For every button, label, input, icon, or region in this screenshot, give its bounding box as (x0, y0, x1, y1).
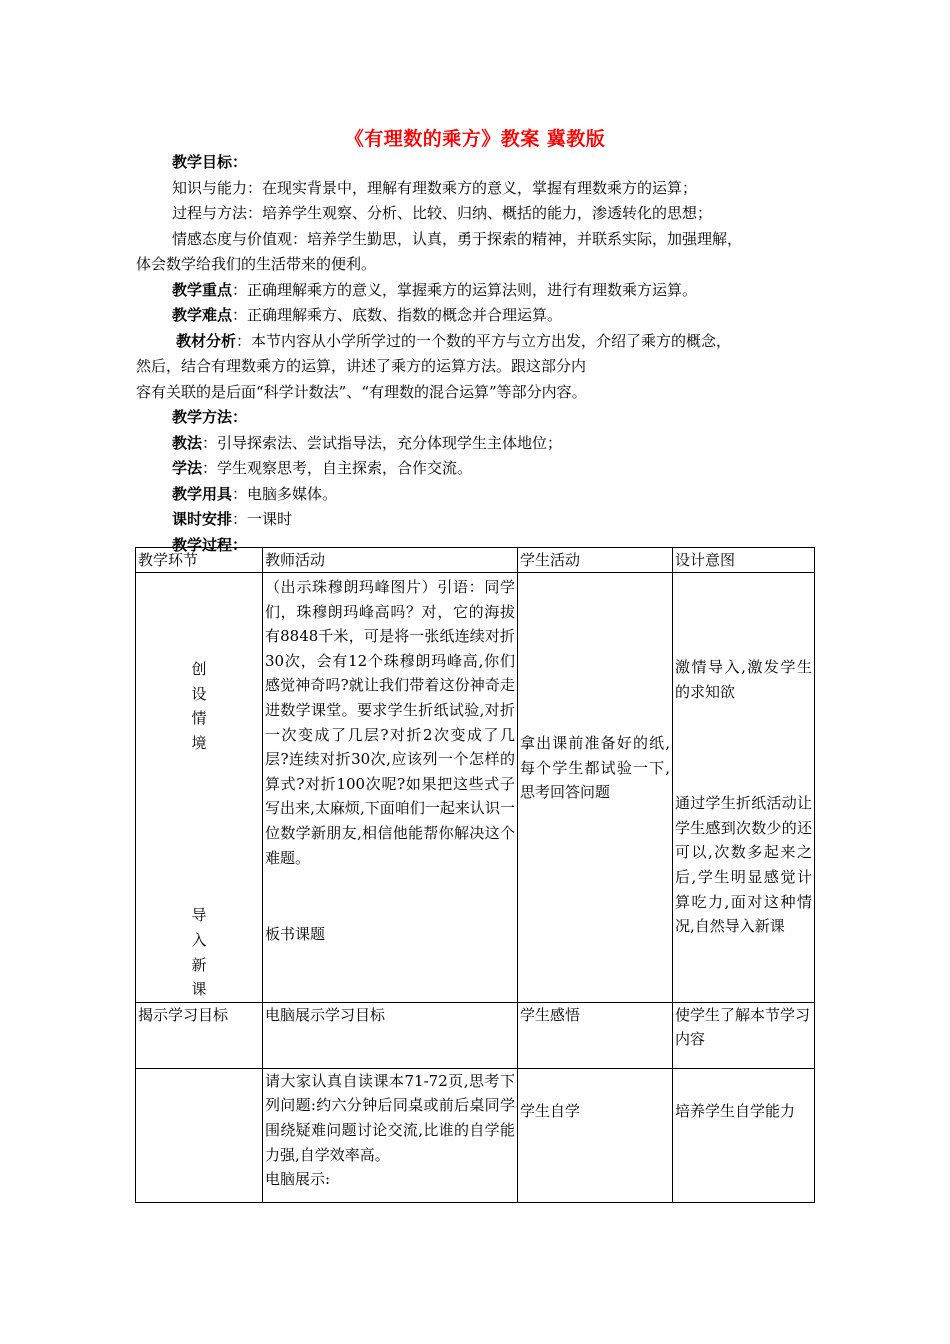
teacher-activity-self-study-text: 请大家认真自读课本71-72页,思考下列问题:约六分钟后同桌或前后桌同学围绕疑难问题讨论交流,比谁的自学能力强,自学效率高。 (265, 1071, 515, 1164)
table-row-intro (136, 573, 815, 1003)
difficulty (136, 303, 816, 329)
table-row-objectives (136, 1002, 815, 1068)
design-intent-self-study (673, 1068, 815, 1202)
teacher-activity-computer-display: 电脑展示: (265, 1170, 331, 1189)
stage-introduce-new-lesson (138, 755, 260, 1001)
header-design-intent: 设计意图 (673, 548, 815, 573)
student-activity-self-study-text: 学生自学 (520, 1101, 581, 1120)
analysis-line3: 容有关联的是后面“科学计数法”、“有理数的混合运算”等部分内容。 (136, 382, 587, 401)
teaching-method-label: 教法 (172, 433, 203, 452)
stage-char: 创 (191, 660, 207, 678)
teacher-activity-board-title: 板书课题 (265, 925, 326, 944)
key-point (136, 278, 816, 304)
schedule-text: ：一课时 (232, 510, 293, 528)
teaching-method-text: ：引导探索法、尝试指导法，充分体现学生主体地位； (202, 433, 563, 452)
student-activity-objectives: 学生感悟 (518, 1002, 673, 1068)
student-activity-self-study (518, 1068, 673, 1202)
design-intent-intro-2: 通过学生折纸活动让学生感到次数少的还可以,次数多起来之后,学生明显感觉计算吃力,面对这种情况,自然导入新课 (675, 794, 812, 936)
analysis (136, 329, 816, 355)
student-activity-intro (518, 573, 673, 1003)
analysis-label: 教材分析 (176, 331, 237, 350)
objective-emotion-line1: 情感态度与价值观：培养学生勤思，认真，勇于探索的精神，并联系实际，加强理解， (172, 229, 743, 248)
table-header-row (136, 548, 815, 573)
document-title: 《有理数的乘方》教案 冀教版 (344, 128, 606, 150)
learning-method-text: ：学生观察思考，自主探索，合作交流。 (202, 459, 473, 477)
teacher-activity-intro-text: （出示珠穆朗玛峰图片）引语：同学们，珠穆朗玛峰高吗？对，它的海拔有8848千米，可是将一张纸连续对折30次，会有12个珠穆朗玛峰高,你们感觉神奇吗?就让我们带着这份神奇走进数学课堂。要求学生折纸试验,对折一次变成了几层?对折2次变成了几层?连续对折30次,应该列一个怎样的算式?对折100次呢?如果把这些式子写出来,太麻烦,下面咱们一起来认识一位数学新朋友,相信他能帮你解决这个难题。 (265, 578, 515, 867)
tools-text: ：电脑多媒体。 (232, 484, 338, 503)
methods-heading: 教学方法： (172, 408, 248, 426)
header-student-activity: 学生活动 (518, 548, 673, 573)
difficulty-text: ：正确理解乘方、底数、指数的概念并合理运算。 (232, 306, 563, 324)
stage-char: 设 (191, 684, 207, 703)
design-intent-objectives: 使学生了解本节学习内容 (673, 1002, 815, 1068)
teacher-activity-objectives: 电脑展示学习目标 (263, 1002, 518, 1068)
stage-self-study (136, 1068, 263, 1202)
design-intent-self-study-text: 培养学生自学能力 (675, 1101, 796, 1120)
teacher-activity-self-study (263, 1068, 518, 1202)
learning-method-label: 学法 (172, 459, 203, 477)
design-intent-intro (673, 573, 815, 1003)
header-stage: 教学环节 (136, 548, 263, 573)
schedule-label: 课时安排 (172, 510, 233, 528)
teaching-method (136, 431, 816, 457)
stage-char: 新 (191, 955, 207, 974)
objectives-heading: 教学目标： (172, 153, 248, 171)
key-point-text: ：正确理解乘方的意义，掌握乘方的运算法则，进行有理数乘方运算。 (232, 280, 698, 299)
stage-char: 入 (191, 930, 207, 949)
teaching-tools (136, 482, 816, 508)
class-schedule (136, 507, 816, 533)
teaching-process-table (135, 547, 815, 1203)
process-heading: 教学过程： (172, 535, 248, 554)
objective-emotion-line2: 体会数学给我们的生活带来的便利。 (136, 255, 377, 273)
difficulty-label: 教学难点 (172, 306, 233, 324)
stage-create-context (138, 573, 260, 755)
student-activity-intro-text: 拿出课前准备好的纸,每个学生都试验一下,思考回答问题 (520, 734, 670, 802)
objective-process: 过程与方法：培养学生观察、分析、比较、归纳、概括的能力，渗透转化的思想； (172, 204, 713, 222)
analysis-line2: 然后，结合有理数乘方的运算，讲述了乘方的运算方法。跟这部分内 (136, 357, 587, 375)
tools-label: 教学用具 (172, 484, 233, 503)
stage-intro-cell (136, 573, 263, 1003)
learning-method (136, 456, 816, 482)
analysis-text-line1: ：本节内容从小学所学过的一个数的平方与立方出发，介绍了乘方的概念， (236, 331, 732, 350)
stage-char: 课 (191, 980, 207, 999)
table-row-self-study (136, 1068, 815, 1202)
key-point-label: 教学重点 (172, 280, 233, 299)
lesson-plan-header (136, 150, 816, 558)
design-intent-intro-1: 激情导入,激发学生的求知欲 (675, 658, 812, 701)
stage-reveal-objectives: 揭示学习目标 (136, 1002, 263, 1068)
stage-char: 情 (191, 709, 207, 728)
stage-char: 导 (191, 906, 207, 925)
header-teacher-activity: 教师活动 (263, 548, 518, 573)
teacher-activity-intro (263, 573, 518, 1003)
stage-char: 境 (191, 733, 207, 752)
objective-knowledge: 知识与能力：在现实背景中，理解有理数乘方的意义，掌握有理数乘方的运算； (172, 178, 698, 197)
